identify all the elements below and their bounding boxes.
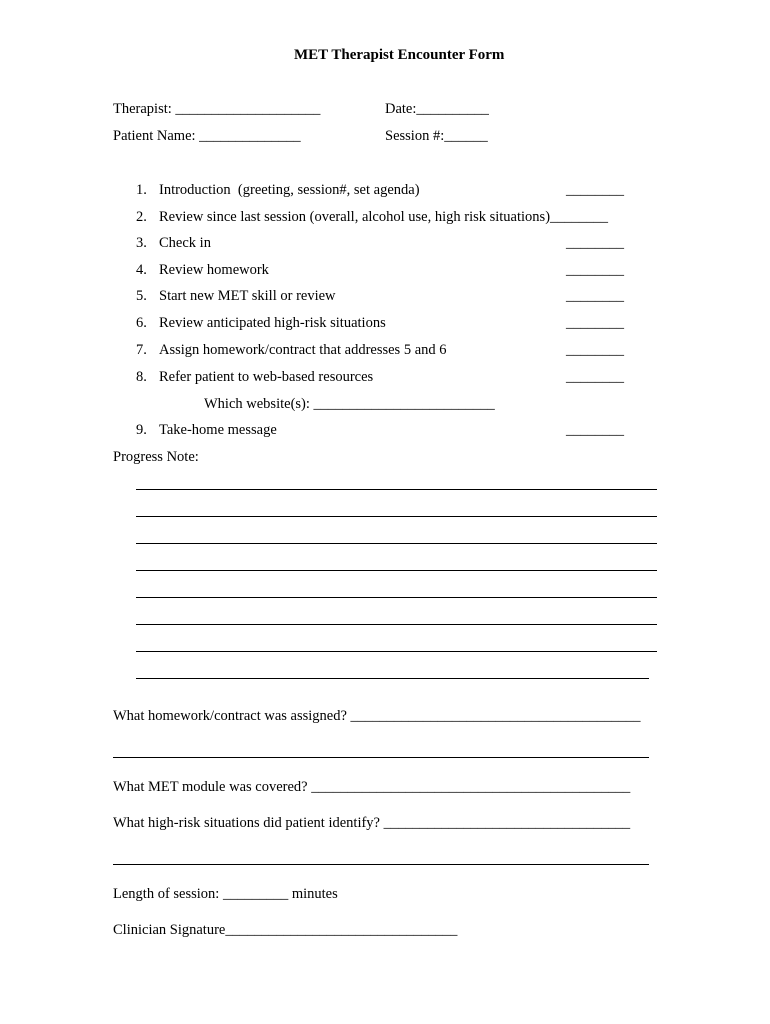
item-text: Review homework: [159, 262, 269, 278]
item-text: Check in: [159, 235, 211, 251]
progress-note-line: [136, 624, 657, 625]
progress-note-line: [136, 570, 657, 571]
high-risk-field[interactable]: What high-risk situations did patient identify? __________________________________: [113, 815, 631, 831]
item-text: Assign homework/contract that addresses 5 and 6: [159, 342, 447, 358]
item-number: 5.: [136, 288, 147, 304]
item-checkoff-blank[interactable]: ________: [566, 369, 624, 385]
item-text: Introduction (greeting, session#, set agenda): [159, 182, 420, 198]
form-title: MET Therapist Encounter Form: [294, 47, 505, 63]
item-checkoff-blank[interactable]: ________: [566, 342, 624, 358]
high-risk-answer-line[interactable]: [113, 864, 649, 865]
item-number: 8.: [136, 369, 147, 385]
progress-note-label: Progress Note:: [113, 449, 199, 465]
clinician-signature-field[interactable]: Clinician Signature________________________________: [113, 922, 458, 938]
item-number: 3.: [136, 235, 147, 251]
item-number: 6.: [136, 315, 147, 331]
item-text: Refer patient to web-based resources: [159, 369, 374, 385]
progress-note-line: [136, 597, 657, 598]
item-checkoff-blank[interactable]: ________: [566, 315, 624, 331]
item-number: 7.: [136, 342, 147, 358]
progress-note-line: [136, 489, 657, 490]
item-number: 1.: [136, 182, 147, 198]
item-checkoff-blank[interactable]: ________: [566, 182, 624, 198]
item-text: Take-home message: [159, 422, 277, 438]
item-number: 4.: [136, 262, 147, 278]
item-number: 2.: [136, 209, 147, 225]
homework-question-field[interactable]: What homework/contract was assigned? ________________________________________: [113, 708, 641, 724]
therapist-field[interactable]: Therapist: ____________________: [113, 101, 321, 117]
progress-note-line: [136, 516, 657, 517]
item-text: Start new MET skill or review: [159, 288, 336, 304]
progress-note-line: [136, 543, 657, 544]
item-checkoff-blank[interactable]: ________: [566, 235, 624, 251]
homework-answer-line[interactable]: [113, 757, 649, 758]
met-module-field[interactable]: What MET module was covered? ____________________________________________: [113, 779, 631, 795]
item-checkoff-blank[interactable]: ________: [566, 288, 624, 304]
progress-note-line: [136, 678, 649, 679]
session-number-field[interactable]: Session #:______: [385, 128, 488, 144]
patient-name-field[interactable]: Patient Name: ______________: [113, 128, 301, 144]
website-field[interactable]: Which website(s): _________________________: [204, 396, 495, 412]
session-length-field[interactable]: Length of session: _________ minutes: [113, 886, 338, 902]
item-text[interactable]: Review since last session (overall, alcohol use, high risk situations)________: [159, 209, 609, 225]
item-checkoff-blank[interactable]: ________: [566, 262, 624, 278]
item-number: 9.: [136, 422, 147, 438]
date-field[interactable]: Date:__________: [385, 101, 489, 117]
item-text: Review anticipated high-risk situations: [159, 315, 386, 331]
item-checkoff-blank[interactable]: ________: [566, 422, 624, 438]
progress-note-line: [136, 651, 657, 652]
